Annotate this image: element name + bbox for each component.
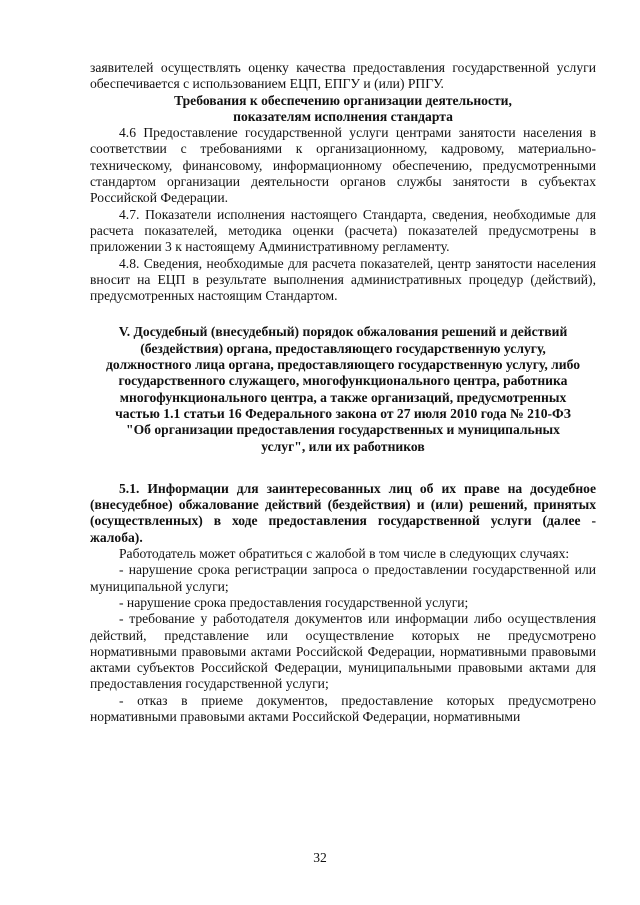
list-item-1: - нарушение срока регистрации запроса о предоставлении государственной или муниципальной услуги; xyxy=(90,562,596,594)
paragraph-employer: Работодатель может обратиться с жалобой в том числе в следующих случаях: xyxy=(119,546,570,562)
page-number: 32 xyxy=(313,850,327,865)
page-content xyxy=(90,60,596,725)
section-v-heading: V. Досудебный (внесудебный) порядок обжалования решений и действий (бездействия) органа, предоставляющего государственную услугу, должностного лица органа, предоставляющего государственную услугу, либо государственного служащего, многофункционального центра, работника многофункционального центра, а также организаций, предусмотренных частью 1.1 статьи 16 Федерального закона от 27 июля 2010 года № 210-ФЗ "Об организации предоставления государственных и муниципальных услуг", или их работников xyxy=(106,324,580,454)
paragraph-intro: заявителей осуществлять оценку качества предоставления государственной услуги обеспечивается с использованием ЕЦП, ЕПГУ и (или) РПГУ. xyxy=(90,60,596,92)
paragraph-4-6: 4.6 Предоставление государственной услуги центрами занятости населения в соответствии с требованиями к организационному, кадровому, материально-техническому, финансовому, информационному обеспечению, предусмотренными стандартом организации деятельности органов службы занятости в субъектах Российской Федерации. xyxy=(90,125,596,206)
paragraph-4-7: 4.7. Показатели исполнения настоящего Стандарта, сведения, необходимые для расчета показателей, методика оценки (расчета) показателей предусмотрены в приложении 3 к настоящему Административному регламенту. xyxy=(90,206,596,255)
list-item-3: - требование у работодателя документов или информации либо осуществления действий, представление или осуществление которых не предусмотрено нормативными правовыми актами Российской Федерации, нормативными правовыми актами субъектов Российской Федерации, муниципальными правовыми актами для предоставления государственной услуги; xyxy=(90,611,596,692)
list-item-2: - нарушение срока предоставления государственной услуги; xyxy=(119,594,469,610)
paragraph-4-8: 4.8. Сведения, необходимые для расчета показателей, центр занятости населения вносит на ЕЦП в результате выполнения административных процедур (действий), предусмотренных настоящим Стандартом. xyxy=(90,255,596,304)
heading-requirements: Требования к обеспечению организации деятельности, показателям исполнения стандарта xyxy=(174,92,512,124)
list-item-4: - отказ в приеме документов, предоставление которых предусмотрено нормативными правовыми актами Российской Федерации, нормативными xyxy=(90,692,596,724)
heading-5-1: 5.1. Информации для заинтересованных лиц об их праве на досудебное (внесудебное) обжалование действий (бездействия) и (или) решений, принятых (осуществленных) в ходе предоставления государственной услуги (далее - жалоба). xyxy=(90,480,596,545)
